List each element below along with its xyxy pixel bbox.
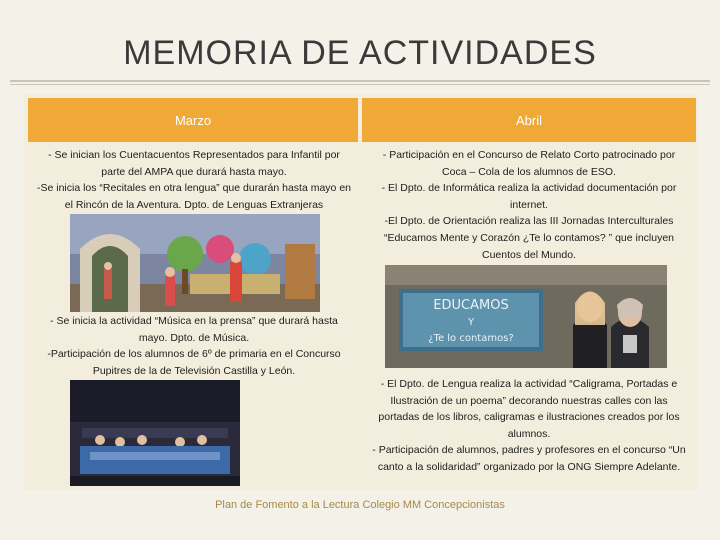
- text-line: - Participación de alumnos, padres y profesores en el concurso “Un: [372, 444, 686, 457]
- abril-text-a: [362, 147, 696, 263]
- text-line: portadas de los libros, caligramas e ilustraciones creados por los: [378, 411, 680, 424]
- marzo-text-b: [28, 313, 360, 379]
- text-line: - Participación en el Concurso de Relato Corto patrocinado por: [382, 149, 676, 161]
- text-line: mayo. Dpto. de Música.: [138, 331, 250, 344]
- text-line: -El Dpto. de Orientación realiza las III Jornadas Interculturales: [384, 215, 674, 228]
- text-line: - Se inicia la actividad “Música en la prensa” que durará hasta: [50, 315, 338, 327]
- abril-text-b: [362, 376, 696, 476]
- text-line: Coca – Cola de los alumnos de ESO.: [442, 165, 616, 178]
- slide-title: MEMORIA DE ACTIVIDADES: [123, 34, 597, 72]
- text-line: canto a la solidaridad” organizado por la ONG Siempre Adelante.: [377, 460, 681, 473]
- text-line: Cuentos del Mundo.: [482, 248, 576, 261]
- photo-educamos-banner: [385, 265, 667, 368]
- text-line: -Participación de los alumnos de 6º de primaria en el Concurso: [47, 348, 341, 361]
- banner-word-y: Y: [467, 317, 475, 328]
- header-abril: Abril: [362, 98, 696, 142]
- text-line: alumnos.: [507, 427, 551, 440]
- banner-phrase: ¿Te lo contamos?: [428, 333, 514, 344]
- text-line: -Se inicia los “Recitales en otra lengua” que durarán hasta mayo en: [36, 182, 351, 195]
- header-marzo: Marzo: [28, 98, 358, 142]
- footer-text: Plan de Fomento a la Lectura Colegio MM Concepcionistas: [215, 499, 505, 511]
- text-line: el Rincón de la Aventura. Dpto. de Lenguas Extranjeras: [64, 198, 324, 211]
- text-line: internet.: [510, 198, 548, 211]
- marzo-text-a: [28, 147, 360, 213]
- title-rule-bottom: [10, 84, 710, 85]
- text-line: parte del AMPA que durará hasta mayo.: [101, 165, 287, 178]
- title-rule-top: [10, 80, 710, 82]
- photo-storytelling-stage: [70, 214, 320, 312]
- text-line: Pupitres de la de Televisión Castilla y León.: [92, 364, 296, 377]
- text-line: “Educamos Mente y Corazón ¿Te lo contamos? ” que incluyen: [383, 231, 675, 244]
- text-line: - El Dpto. de Lengua realiza la actividad “Caligrama, Portadas e: [380, 378, 678, 390]
- text-line: - El Dpto. de Informática realiza la actividad documentación por: [381, 182, 677, 195]
- photo-tv-contest: [70, 380, 240, 486]
- text-line: Ilustración de un poema” decorando nuestras calles con las: [390, 394, 668, 407]
- text-line: - Se inician los Cuentacuentos Representados para Infantil por: [48, 149, 340, 161]
- banner-word-educamos: EDUCAMOS: [433, 298, 509, 313]
